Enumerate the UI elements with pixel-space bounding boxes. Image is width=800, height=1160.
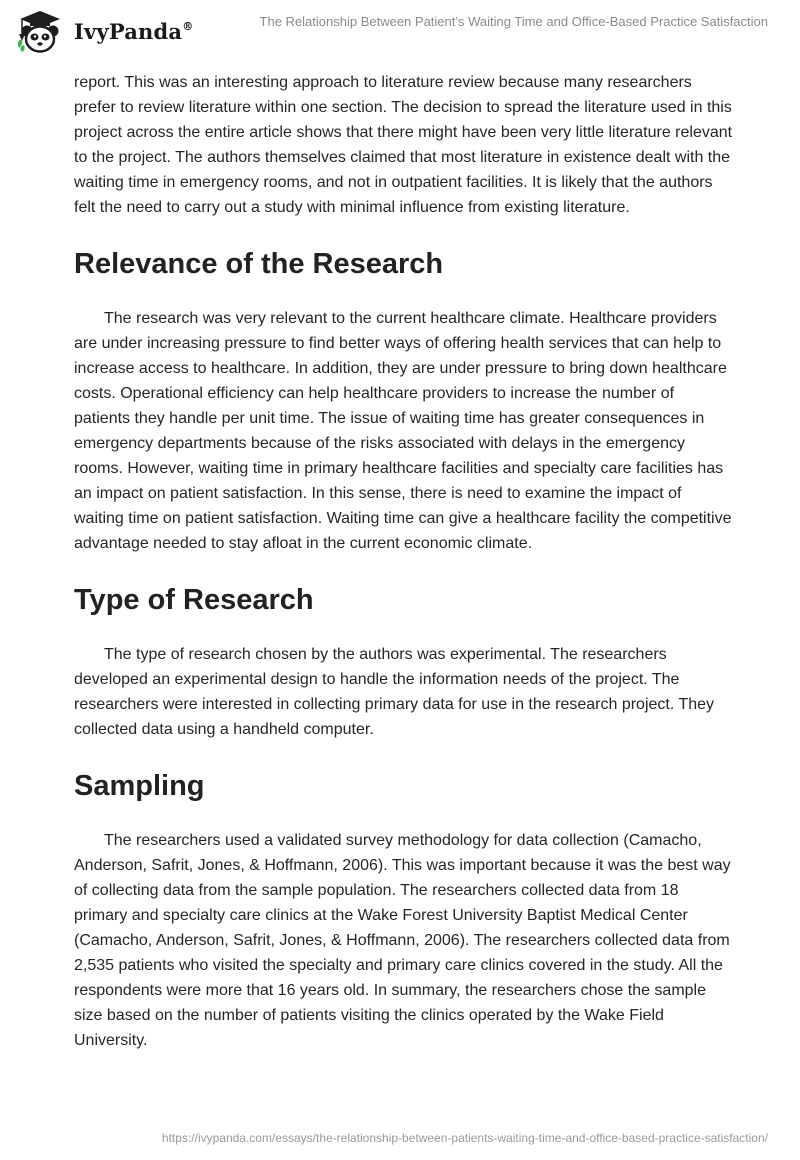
panda-graduate-icon — [14, 8, 66, 54]
brand-name: IvyPanda — [74, 18, 183, 44]
page-header — [0, 0, 800, 64]
document-title: The Relationship Between Patient’s Waiting Time and Office-Based Practice Satisfaction — [259, 14, 768, 29]
section-paragraph-sampling: The researchers used a validated survey methodology for data collection (Camacho, Anderson, Safrit, Jones, & Hoffmann, 2006). This was important because it was the best way of collecting data from the sample population. The researchers collected data from 18 primary and specialty care clinics at the Wake Forest University Baptist Medical Center (Camacho, Anderson, Safrit, Jones, & Hoffmann, 2006). The researchers collected data from 2,535 patients who visited the specialty and primary care clinics covered in the study. All the respondents were more that 16 years old. In summary, the researchers chose the sample size based on the number of patients visiting the clinics operated by the Wake Field University. — [74, 832, 731, 1049]
section-paragraph-relevance: The research was very relevant to the current healthcare climate. Healthcare providers are under increasing pressure to find better ways of offering health services that can help to increase access to healthcare. In addition, they are under pressure to bring down healthcare costs. Operational efficiency can help healthcare providers to increase the number of patients they handle per unit time. The issue of waiting time has greater consequences in emergency departments because of the risks associated with delays in the emergency rooms. However, waiting time in primary healthcare facilities and specialty care facilities has an impact on patient satisfaction. In this sense, there is need to examine the impact of waiting time on patient satisfaction. Waiting time can give a healthcare facility the competitive advantage needed to stay afloat in the current economic climate. — [74, 310, 732, 552]
ivypanda-logo[interactable] — [14, 8, 193, 54]
section-heading-sampling: Sampling — [74, 770, 205, 802]
registered-mark: ® — [182, 19, 194, 33]
section-heading-type-of-research: Type of Research — [74, 584, 314, 616]
source-url[interactable]: https://ivypanda.com/essays/the-relationship-between-patients-waiting-time-and-office-based-practice-satisfaction/ — [161, 1131, 768, 1145]
section-paragraph-type-of-research: The type of research chosen by the authors was experimental. The researchers developed an experimental design to handle the information needs of the project. The researchers were interested in collecting primary data for use in the research project. They collected data using a handheld computer. — [74, 646, 715, 738]
intro-paragraph: report. This was an interesting approach to literature review because many researchers prefer to review literature within one section. The decision to spread the literature used in this project across the entire article shows that there might have been very little literature relevant to the project. The authors themselves claimed that most literature in existence dealt with the waiting time in emergency rooms, and not in outpatient facilities. It is likely that the authors felt the need to carry out a study with minimal influence from existing literature. — [74, 74, 733, 216]
article-body — [74, 70, 734, 1053]
section-heading-relevance: Relevance of the Research — [74, 248, 444, 280]
